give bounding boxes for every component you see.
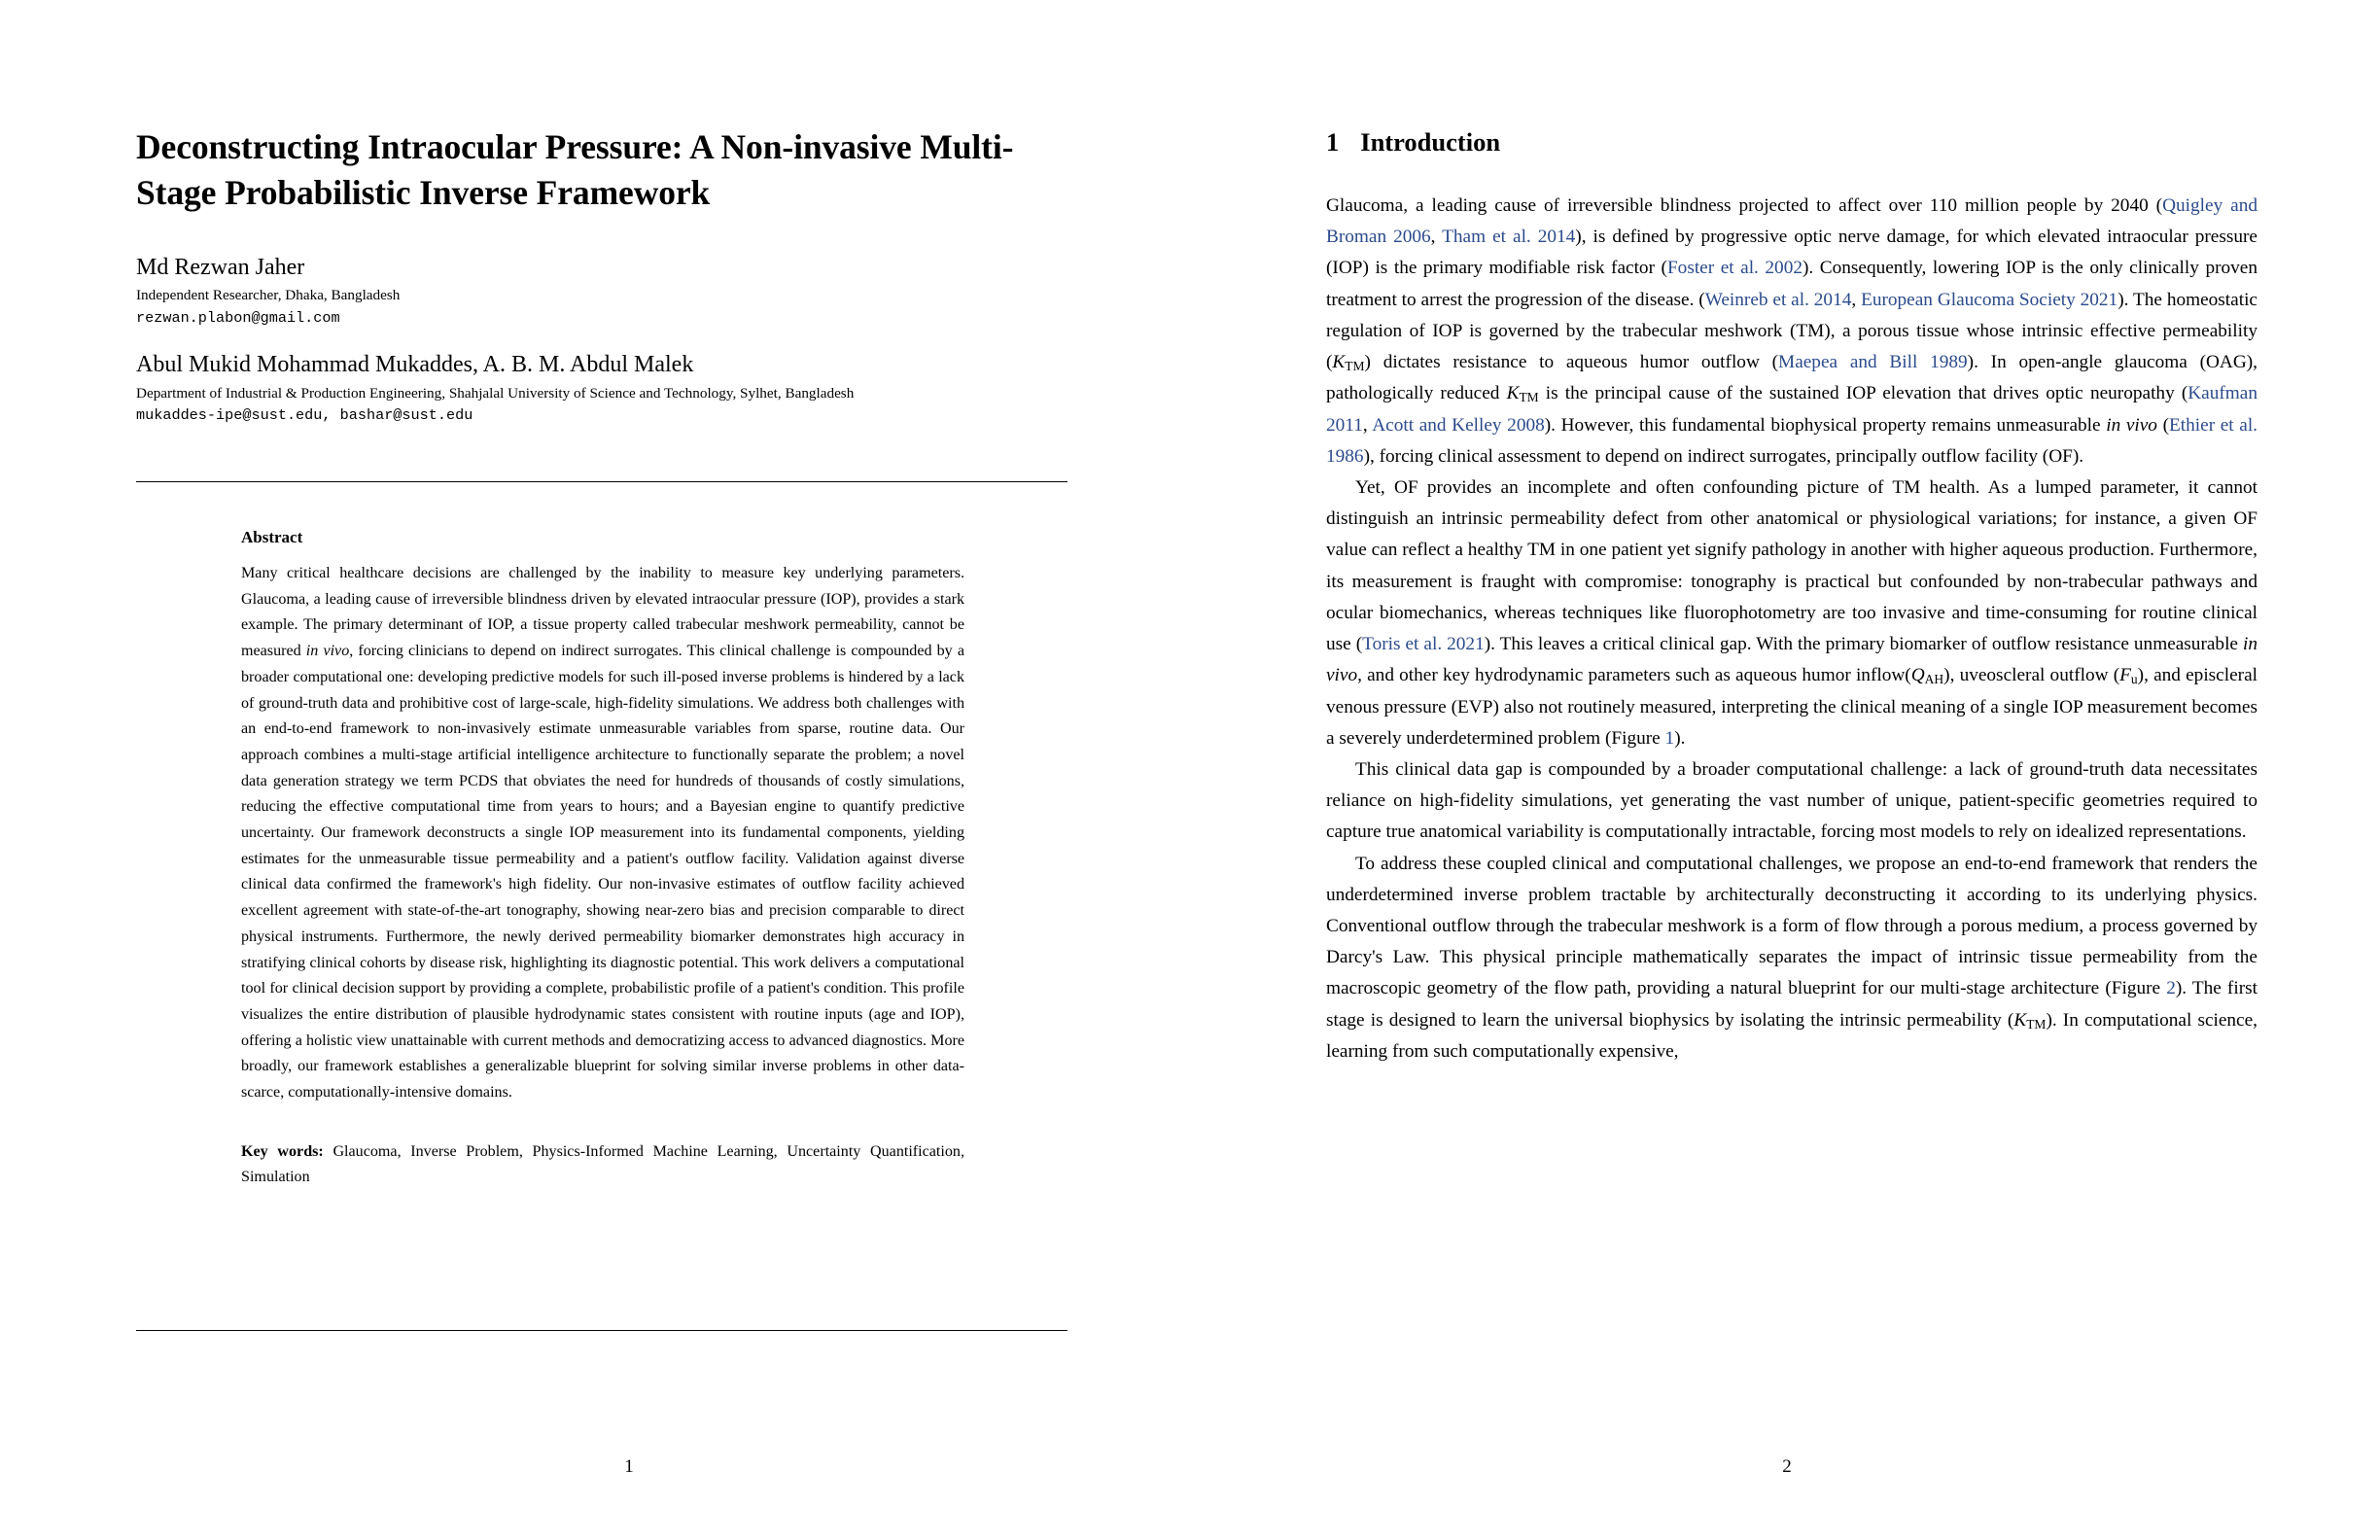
italic-phrase: in vivo — [1326, 634, 2258, 686]
author-email[interactable]: rezwan.plabon@gmail.com — [136, 308, 340, 327]
page-title: Deconstructing Intraocular Pressure: A Non-invasive Multi-Stage Probabilistic Inverse Framework — [136, 127, 1014, 212]
author-affiliation: Independent Researcher, Dhaka, Bangladesh — [136, 287, 401, 304]
citation-link[interactable]: Kaufman 2011 — [1326, 383, 2258, 436]
page-number: 1 — [624, 1456, 634, 1477]
paragraph-p3: This clinical data gap is compounded by a broader computational challenge: a lack of ground-truth data necessitates reliance on high-fidelity simulations, yet generating the vast number of unique, patient-specific geometries required to capture true anatomical variability is computationally intractable, forcing most models to rely on idealized representations. — [1326, 758, 2258, 843]
author-block-2 — [136, 350, 1068, 427]
citation-link[interactable]: Toris et al. 2021 — [1362, 634, 1485, 655]
citation-link[interactable]: Maepea and Bill 1989 — [1778, 352, 1968, 373]
citation-link[interactable]: Quigley and Broman 2006 — [1326, 195, 2258, 248]
paragraph-p1: Glaucoma, a leading cause of irreversible blindness projected to affect over 110 million people by 2040 (Quigley and Broman 2006, Tham et al. 2014), is defined by progressive optic nerve damage, for which elevated intraocular pressure (IOP) is the primary modifiable risk factor (Foster et al. 2002). Consequently, lowering IOP is the only clinically proven treatment to arrest the progression of the disease. (Weinreb et al. 2014, European Glaucoma Society 2021). The homeostatic regulation of IOP is governed by the trabecular meshwork (TM), a porous tissue whose intrinsic effective permeability $(K_{TM})$ dictates resistance to aqueous humor outflow (Maepea and Bill 1989). In open-angle glaucoma (OAG), pathologically reduced $K_{TM}$ is the principal cause of the sustained IOP elevation that drives optic neuropathy (Kaufman 2011, Acott and Kelley 2008). However, this fundamental biophysical property remains unmeasurable in vivo (Ethier et al. 1986), forcing clinical assessment to depend on indirect surrogates, principally outflow facility (OF). — [1326, 195, 2258, 467]
section-number: 1 — [1326, 127, 1340, 157]
abstract-heading: Abstract — [241, 528, 303, 546]
author-email[interactable]: mukaddes-ipe@sust.edu, bashar@sust.edu — [136, 406, 473, 425]
section-title: Introduction — [1360, 127, 1501, 157]
author-names: Abul Mukid Mohammad Mukaddes, A. B. M. Abdul Malek — [136, 352, 694, 378]
symbol-k-tm: $K_{TM}$ — [1506, 383, 1539, 405]
page-2 — [1190, 0, 2380, 1540]
abstract-top-rule — [136, 481, 1068, 482]
citation-link[interactable]: Weinreb et al. 2014 — [1704, 289, 1852, 310]
title-block — [136, 124, 1068, 427]
paragraph-p2: Yet, OF provides an incomplete and often confounding picture of TM health. As a lumped parameter, it cannot distinguish an intrinsic permeability defect from other anatomical or physiological variations; for instance, a given OF value can reflect a healthy TM in one patient yet signify pathology in another with higher aqueous production. Furthermore, its measurement is fraught with compromise: tonography is practical but confounded by non-trabecular pathways and ocular biomechanics, whereas techniques like fluorophotometry are too invasive and time-consuming for routine clinical use (Toris et al. 2021). This leaves a critical clinical gap. With the primary biomarker of outflow resistance unmeasurable in vivo, and other key hydrodynamic parameters such as aqueous humor $inflow(Q_{AH})$, uveoscleral outflow $(F_u)$, and episcleral venous pressure (EVP) also not routinely measured, interpreting the clinical meaning of a single IOP measurement becomes a severely underdetermined problem (Figure 1). — [1326, 476, 2258, 749]
abstract-block — [241, 528, 964, 1191]
figure-link[interactable]: 1 — [1664, 727, 1675, 749]
author-names: Md Rezwan Jaher — [136, 254, 305, 280]
page-number: 2 — [1782, 1456, 1792, 1477]
abstract-text: Many critical healthcare decisions are challenged by the inability to measure key underlying parameters. Glaucoma, a leading cause of irreversible blindness driven by elevated intraocular pressure (IOP), provides a stark example. The primary determinant of IOP, a tissue property called trabecular meshwork permeability, cannot be measured in vivo, forcing clinicians to depend on indirect surrogates. This clinical challenge is compounded by a broader computational one: developing predictive models for such ill-posed inverse problems is hindered by a lack of ground-truth data and prohibitive cost of large-scale, high-fidelity simulations. We address both challenges with an end-to-end framework to non-invasively estimate unmeasurable variables from sparse, routine data. Our approach combines a multi-stage artificial intelligence architecture to functionally separate the problem; a novel data generation strategy we term PCDS that obviates the need for hundreds of thousands of costly simulations, reducing the effective computational time from years to hours; and a Bayesian engine to quantify predictive uncertainty. Our framework deconstructs a single IOP measurement into its fundamental components, yielding estimates for the unmeasurable tissue permeability and a patient's outflow facility. Validation against diverse clinical data confirmed the framework's high fidelity. Our non-invasive estimates of outflow facility achieved excellent agreement with state-of-the-art tonography, showing near-zero bias and precision comparable to direct physical instruments. Furthermore, the newly derived permeability biomarker demonstrates high accuracy in stratifying clinical cohorts by disease risk, highlighting its diagnostic potential. This work delivers a computational tool for clinical decision support by providing a complete, probabilistic profile of a patient's condition. This profile visualizes the entire distribution of plausible hydrodynamic states consistent with routine inputs (age and IOP), offering a holistic view unattainable with current methods and democratizing access to advanced diagnostics. More broadly, our framework establishes a generalizable blueprint for solving similar inverse problems in other data-scarce, computationally-intensive domains. — [241, 565, 964, 1102]
italic-phrase: in vivo — [305, 643, 350, 660]
keywords — [241, 1139, 964, 1191]
keywords-label: Key words: — [241, 1142, 324, 1160]
section-heading-introduction — [1326, 127, 1500, 158]
italic-phrase: in vivo — [2106, 414, 2157, 436]
introduction-body — [1326, 191, 2258, 1068]
citation-link[interactable]: Tham et al. 2014 — [1442, 227, 1576, 248]
citation-link[interactable]: Ethier et al. 1986 — [1326, 414, 2258, 467]
abstract-bottom-rule — [136, 1330, 1068, 1331]
symbol-q-ah: $Q_{AH}$ — [1910, 665, 1944, 687]
citation-link[interactable]: Acott and Kelley 2008 — [1372, 414, 1545, 436]
author-affiliation: Department of Industrial & Production Engineering, Shahjalal University of Science and Technology, Sylhet, Bangladesh — [136, 384, 855, 402]
symbol-f-u: $F_u$ — [2119, 665, 2138, 687]
citation-link[interactable]: European Glaucoma Society 2021 — [1861, 289, 2118, 310]
citation-link[interactable]: Foster et al. 2002 — [1666, 258, 1802, 279]
paragraph-p4: To address these coupled clinical and computational challenges, we propose an end-to-end framework that renders the underdetermined inverse problem tractable by architecturally deconstructing it according to its underlying physics. Conventional outflow through the trabecular meshwork is a form of flow through a porous medium, a process governed by Darcy's Law. This physical principle mathematically separates the impact of intrinsic tissue permeability from the macroscopic geometry of the flow path, providing a natural blueprint for our multi-stage architecture (Figure 2). The first stage is designed to learn the universal biophysics by isolating the intrinsic permeability $(K_{TM})$. In computational science, learning from such computationally expensive, — [1326, 853, 2258, 1062]
symbol-k-tm: $K_{TM}$ — [2013, 1009, 2047, 1032]
keywords-value: Glaucoma, Inverse Problem, Physics-Informed Machine Learning, Uncertainty Quantification, Simulation — [241, 1142, 964, 1186]
page-2-body — [1190, 0, 2380, 1540]
author-block-1 — [136, 253, 1068, 330]
figure-link[interactable]: 2 — [2166, 978, 2176, 999]
symbol-k-tm: $K_{TM}$ — [1332, 352, 1365, 374]
